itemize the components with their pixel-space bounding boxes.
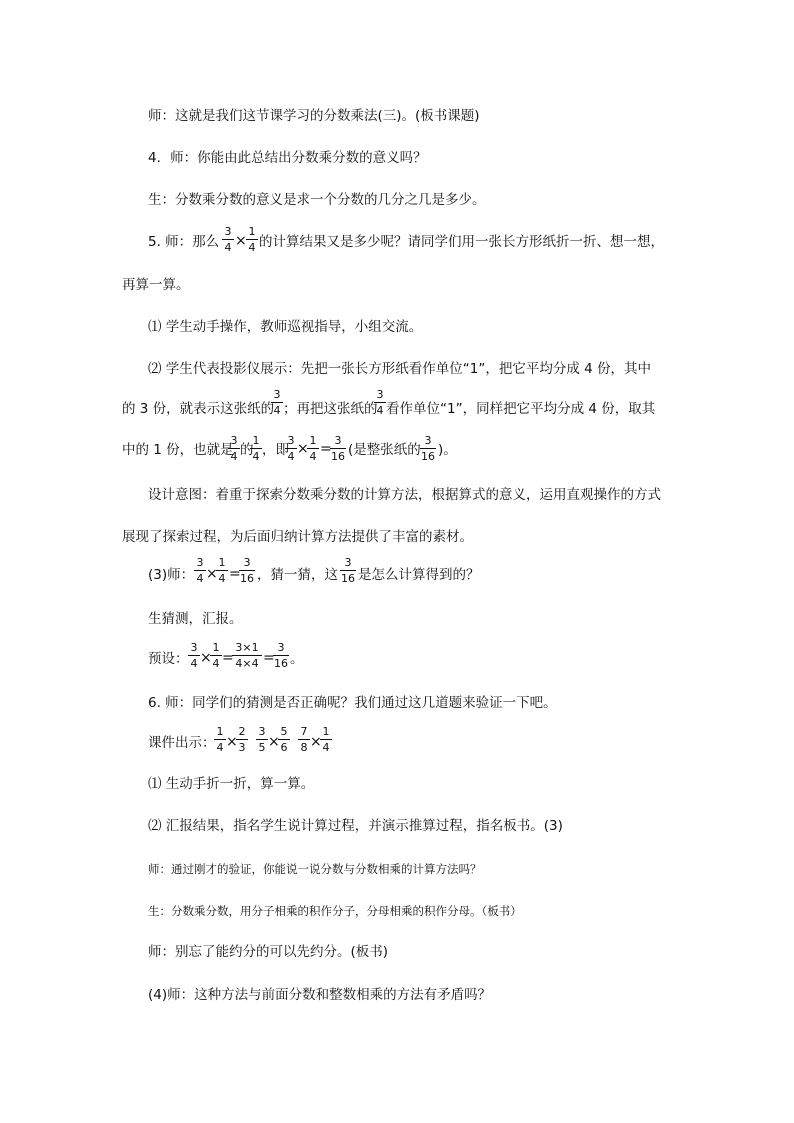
- fraction-3x1-4x4: 3×1 4×4: [232, 642, 262, 670]
- step-2-line3-c: ，即: [262, 442, 289, 458]
- times-sign: ×: [226, 734, 238, 750]
- equals-sign: =: [222, 650, 234, 666]
- step-3-prefix: (3)师：: [148, 567, 195, 583]
- step-2-line2-b: ；再把这张纸的: [283, 401, 378, 417]
- fraction-3-4: 3 4: [374, 389, 386, 417]
- fraction-1-4: 1 4: [216, 557, 228, 585]
- step-2-line3-d: (是整张纸的: [348, 442, 421, 458]
- fraction-3-16: 3 16: [341, 556, 355, 585]
- fraction-3-4: 3 4: [285, 435, 297, 463]
- fraction-3-16: 3 16: [331, 434, 345, 463]
- step-6-1: ⑴ 生动手折一折，算一算。: [148, 776, 315, 792]
- fraction-3-4: 3 4: [228, 435, 240, 463]
- equals-sign: =: [320, 441, 332, 457]
- fraction-2-3: 2 3: [236, 726, 248, 754]
- step-6-2: ⑵ 汇报结果，指名学生说计算过程，并演示推算过程，指名板书。(3): [148, 818, 563, 834]
- design-intent: 设计意图：着重于探索分数乘分数的计算方法，根据算式的意义，运用直观操作的方式: [148, 487, 661, 503]
- step-2-line2-a: 的 3 份，就表示这张纸的: [122, 401, 275, 417]
- fraction-1-4: 1 4: [246, 226, 258, 254]
- question-5-continued: 再算一算。: [122, 277, 190, 293]
- preset-suffix: 。: [290, 651, 304, 667]
- fraction-3-16: 3 16: [240, 556, 254, 585]
- fraction-1-4: 1 4: [307, 435, 319, 463]
- times-sign: ×: [297, 441, 309, 457]
- equals-sign: =: [229, 566, 241, 582]
- student-method-answer: 生：分数乘分数，用分子相乘的积作分子，分母相乘的积作分母。（板书）: [148, 904, 522, 918]
- question-5-suffix: 的计算结果又是多少呢？请同学们用一张长方形纸折一折、想一想，: [259, 234, 664, 250]
- question-5-prefix: 5. 师：那么: [148, 234, 220, 250]
- design-intent-continued: 展现了探索过程，为后面归纳计算方法提供了丰富的素材。: [122, 529, 473, 545]
- fraction-3-4: 3 4: [194, 557, 206, 585]
- step-2-line3-e: )。: [438, 442, 457, 458]
- fraction-5-6: 5 6: [278, 726, 290, 754]
- fraction-3-4: 3 4: [222, 226, 234, 254]
- times-sign: ×: [310, 734, 322, 750]
- fraction-3-4: 3 4: [271, 389, 283, 417]
- step-1: ⑴ 学生动手操作，教师巡视指导，小组交流。: [148, 319, 423, 335]
- student-guess: 生猜测，汇报。: [148, 611, 243, 627]
- preset-prefix: 预设：: [148, 651, 189, 667]
- step-2-line3-b: 的: [240, 442, 254, 458]
- times-sign: ×: [268, 734, 280, 750]
- step-2: ⑵ 学生代表投影仪展示：先把一张长方形纸看作单位“1”，把它平均分成 4 份，其中: [148, 361, 652, 377]
- equals-sign: =: [263, 650, 275, 666]
- fraction-3-16: 3 16: [421, 434, 435, 463]
- teacher-reminder: 师：别忘了能约分的可以先约分。(板书): [148, 944, 389, 960]
- times-sign: ×: [235, 233, 247, 249]
- question-6: 6. 师：同学们的猜测是否正确呢？我们通过这几道题来验证一下吧。: [148, 695, 557, 711]
- fraction-3-4: 3 4: [188, 642, 200, 670]
- step-4-question: (4)师：这种方法与前面分数和整数相乘的方法有矛盾吗？: [148, 987, 492, 1003]
- teacher-line-topic: 师：这就是我们这节课学习的分数乘法(三)。(板书课题): [148, 108, 480, 124]
- fraction-1-4: 1 4: [250, 435, 262, 463]
- fraction-1-4: 1 4: [320, 726, 332, 754]
- times-sign: ×: [206, 566, 218, 582]
- times-sign: ×: [200, 650, 212, 666]
- question-4: 4．师：你能由此总结出分数乘分数的意义吗？: [148, 150, 427, 166]
- step-3-middle: ，猜一猜，这: [257, 567, 338, 583]
- teacher-question-method: 师：通过刚才的验证，你能说一说分数与分数相乘的计算方法吗？: [148, 862, 482, 876]
- fraction-7-8: 7 8: [298, 726, 310, 754]
- fraction-3-16: 3 16: [274, 641, 288, 670]
- courseware-prefix: 课件出示：: [148, 735, 216, 751]
- fraction-3-5: 3 5: [256, 726, 268, 754]
- step-2-line2-c: 看作单位“1”，同样把它平均分成 4 份，取其: [386, 401, 656, 417]
- fraction-1-4: 1 4: [214, 726, 226, 754]
- fraction-1-4: 1 4: [210, 642, 222, 670]
- student-answer-meaning: 生：分数乘分数的意义是求一个分数的几分之几是多少。: [148, 192, 486, 208]
- step-2-line3-a: 中的 1 份，也就是: [122, 442, 234, 458]
- step-3-suffix: 是怎么计算得到的？: [358, 567, 480, 583]
